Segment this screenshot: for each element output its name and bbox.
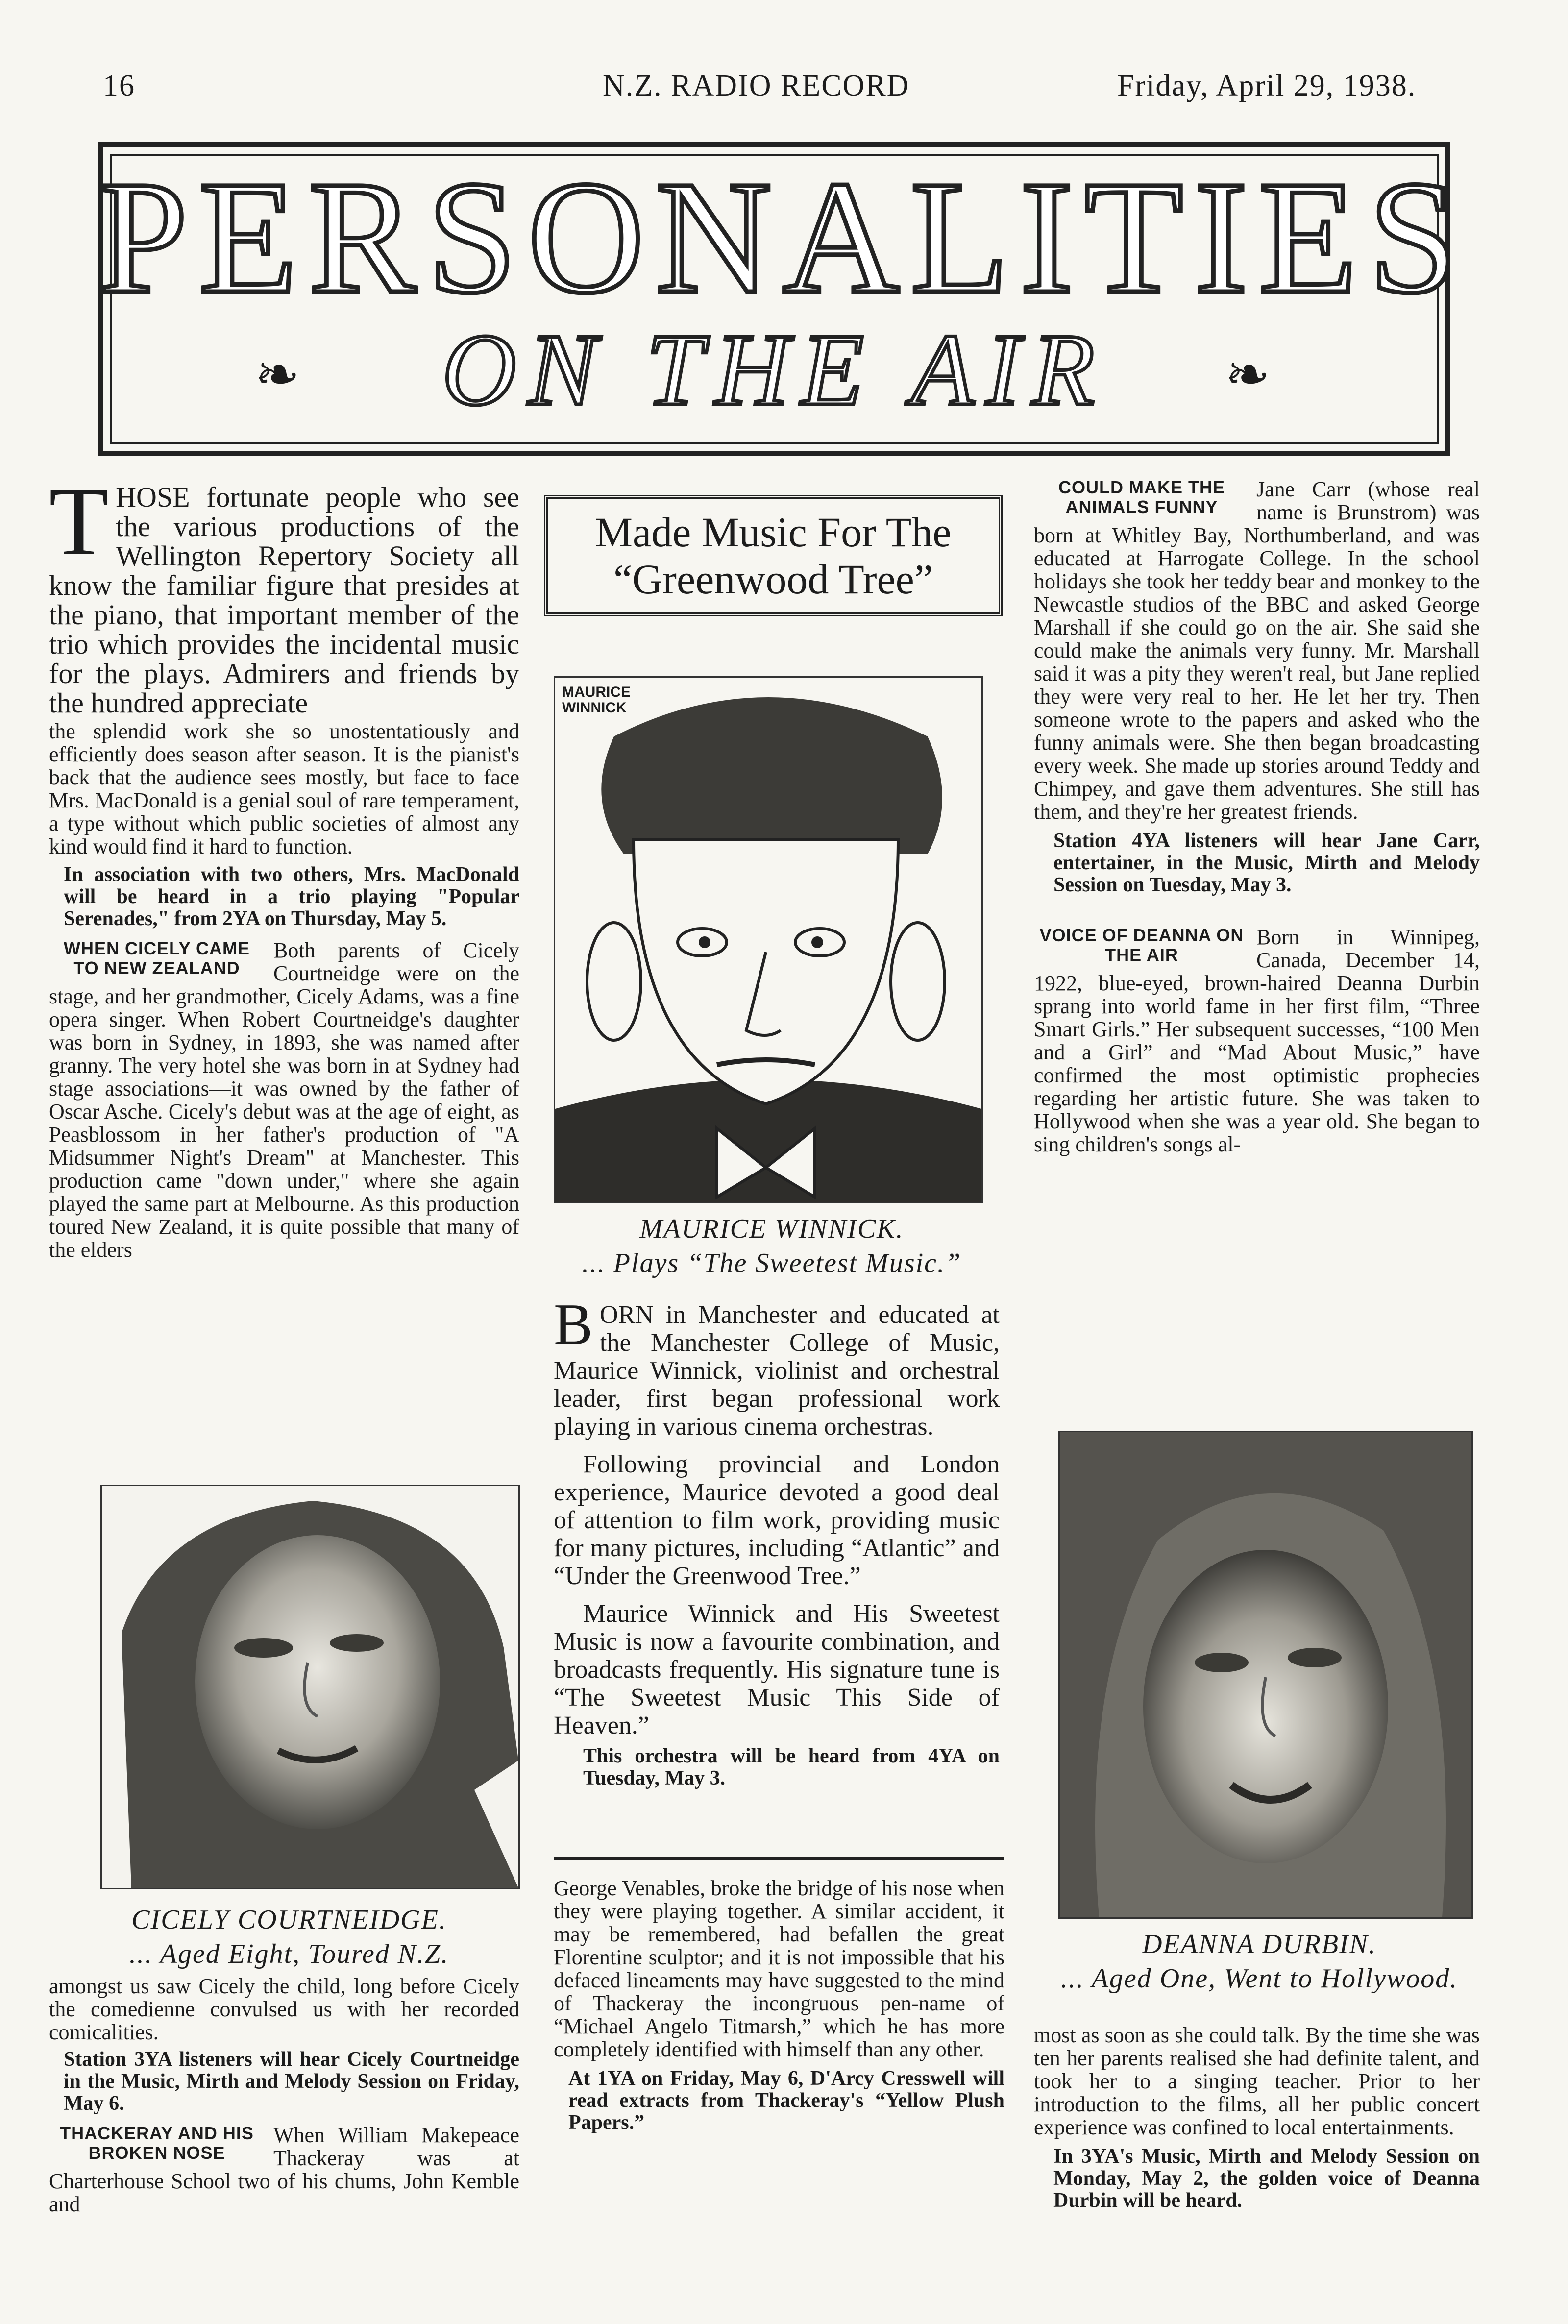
thackeray-body: When William Makepeace Thackeray was at Charterhouse School two of his chums, John Kemble and [49, 2123, 519, 2216]
intro-body: the splendid work she so unostentatiously and efficiently does season after season. It is the pianist's back that the audience sees mostly, but face to face Mrs. MacDonald is a genial soul of rare temperament, a type without which public societies of almost any kind would find it hard to function. [49, 719, 519, 858]
publication-name: N.Z. RADIO RECORD [603, 69, 910, 102]
intro-lead-text: HOSE fortunate people who see the various productions of the Wellington Repertory Society all know the familiar figure that presides at the piano, that important member of the trio which provides the incidental music for the plays. Admirers and friends by the hundred appreciate [49, 481, 519, 719]
ornament-right-icon: ❧ [1225, 345, 1271, 405]
winnick-caricature-image [555, 678, 981, 1202]
column-1-continued [49, 1975, 519, 2216]
column-divider-rule [554, 1857, 1004, 1860]
banner-subtitle: ON THE AIR [441, 313, 1107, 427]
deanna-caption-name: DEANNA DURBIN. [1142, 1929, 1377, 1959]
winnick-body-3: Maurice Winnick and His Sweetest Music is now a favourite combination, and broadcasts frequently. His signature tune is “The Sweetest Music This Side of Heaven.” [554, 1600, 1000, 1739]
section-head-deanna: VOICE OF DEANNA ON THE AIR [1039, 925, 1244, 965]
jane-carr-body: Jane Carr (whose real name is Brunstrom) was born at Whitley Bay, Northumberland, and was educated at Harrogate College. In the school holidays she took her teddy bear and monkey to the Newcastle studios of the BBC and asked George Marshall if she could go on the air. She said she could make the animals very funny. Mr. Marshall said it was a pity they weren't real, but Jane replied they were very real to her. He let her try. Then someone wrote to the papers and asked who the funny animals were. She then began broadcasting every week. She made up stories around Teddy and Chimpey, and gave them adventures. She still has them, and they're her greatest friends. [1034, 477, 1480, 824]
thackeray-continued: George Venables, broke the bridge of his nose when they were playing together. A similar accident, it may be remembered, had befallen the great Florentine sculptor; and it is not impossible that his defaced lineaments may have suggested to the mind of Thackeray the incongruous pen-name of “Michael Angelo Titmarsh,” which he has more completely identified with himself than any other. [554, 1876, 1004, 2061]
deanna-end: most as soon as she could talk. By the time she was ten her parents realised she had definite talent, and took her to a singing teacher. Prior to her introduction to the films, all her public concert experience was confined to local entertainments. [1034, 2023, 1480, 2139]
winnick-broadcast-note: This orchestra will be heard from 4YA on Tuesday, May 3. [583, 1745, 1000, 1789]
section-head-thackeray: THACKERAY AND HIS BROKEN NOSE [60, 2123, 254, 2163]
deanna-broadcast-note: In 3YA's Music, Mirth and Melody Session on Monday, May 2, the golden voice of Deanna Durbin will be heard. [1054, 2145, 1480, 2212]
cicely-body: Both parents of Cicely Courtneidge were on the stage, and her grandmother, Cicely Adams, was a fine opera singer. When Robert Courtneidge's daughter was born in Sydney, in 1893, she was named after granny. The very hotel she was born in at Sydney had stage associations—it was owned by the father of Oscar Asche. Cicely's debut was at the age of eight, as Peasblossom in her father's production of "A Midsummer Night's Dream" at Manchester. This production came "down under," where she again played the same part at Melbourne. As this production toured New Zealand, it is quite possible that many of the elders [49, 938, 519, 1262]
intro-broadcast-note: In association with two others, Mrs. MacDonald will be heard in a trio playing "Popular Serenades," from 2YA on Thursday, May 5. [64, 863, 519, 930]
winnick-caption-name: MAURICE WINNICK. [639, 1214, 904, 1244]
section-head-cicely: WHEN CICELY CAME TO NEW ZEALAND [63, 938, 250, 978]
column-3 [1034, 478, 1480, 1156]
winnick-body-1: ORN in Manchester and educated at the Manchester College of Music, Maurice Winnick, violinist and orchestral leader, first began professional work playing in various cinema orchestras. [554, 1301, 1000, 1441]
issue-date: Friday, April 29, 1938. [1117, 69, 1417, 102]
deanna-body: Born in Winnipeg, Canada, December 14, 1922, blue-eyed, brown-haired Deanna Durbin sprang into world fame in her first film, “Three Smart Girls.” Her subsequent successes, “100 Men and a Girl” and “Mad About Music,” have confirmed the most optimistic prophecies regarding her artistic future. She was taken to Hollywood when she was a year old. She began to sing children's songs al- [1034, 925, 1480, 1156]
winnick-box-title: Made Music For The “Greenwood Tree” [544, 495, 1003, 616]
column-2 [554, 1292, 1000, 1789]
column-3-continued [1034, 2024, 1480, 2212]
sketch-label: MAURICE WINNICK [562, 684, 631, 716]
section-head-jane-carr: COULD MAKE THE ANIMALS FUNNY [1058, 477, 1225, 517]
winnick-drop-cap: B [554, 1292, 593, 1357]
winnick-body-2: Following provincial and London experience, Maurice devoted a good deal of attention to film work, providing music for many pictures, including “Atlantic” and “Under the Greenwood Tree.” [554, 1450, 1000, 1590]
column-1 [49, 467, 519, 1262]
jane-carr-broadcast-note: Station 4YA listeners will hear Jane Carr, entertainer, in the Music, Mirth and Melody Session on Tuesday, May 3. [1054, 830, 1480, 896]
deanna-photo [1058, 1431, 1473, 1919]
column-2-continued [554, 1877, 1004, 2134]
winnick-sketch [554, 676, 983, 1203]
cicely-broadcast-note: Station 3YA listeners will hear Cicely Courtneidge in the Music, Mirth and Melody Session on Friday, May 6. [64, 2048, 519, 2115]
cicely-portrait-image [102, 1486, 518, 1888]
drop-cap: T [49, 467, 109, 576]
cicely-photo [100, 1485, 520, 1889]
thackeray-broadcast-note: At 1YA on Friday, May 6, D'Arcy Cresswell will read extracts from Thackeray's “Yellow Plush Papers.” [568, 2067, 1004, 2134]
winnick-caption-sub: ... Plays “The Sweetest Music.” [582, 1248, 962, 1278]
cicely-caption-name: CICELY COURTNEIDGE. [131, 1905, 447, 1935]
cicely-end: amongst us saw Cicely the child, long before Cicely the comedienne convulsed us with her recorded comicalities. [49, 1974, 519, 2044]
cicely-caption-sub: ... Aged Eight, Toured N.Z. [129, 1939, 449, 1969]
banner-title: PERSONALITIES [98, 148, 1469, 327]
page-number: 16 [103, 69, 135, 102]
deanna-caption-sub: ... Aged One, Went to Hollywood. [1060, 1963, 1458, 1994]
ornament-left-icon: ❧ [255, 345, 300, 405]
deanna-portrait-image [1060, 1432, 1471, 1917]
